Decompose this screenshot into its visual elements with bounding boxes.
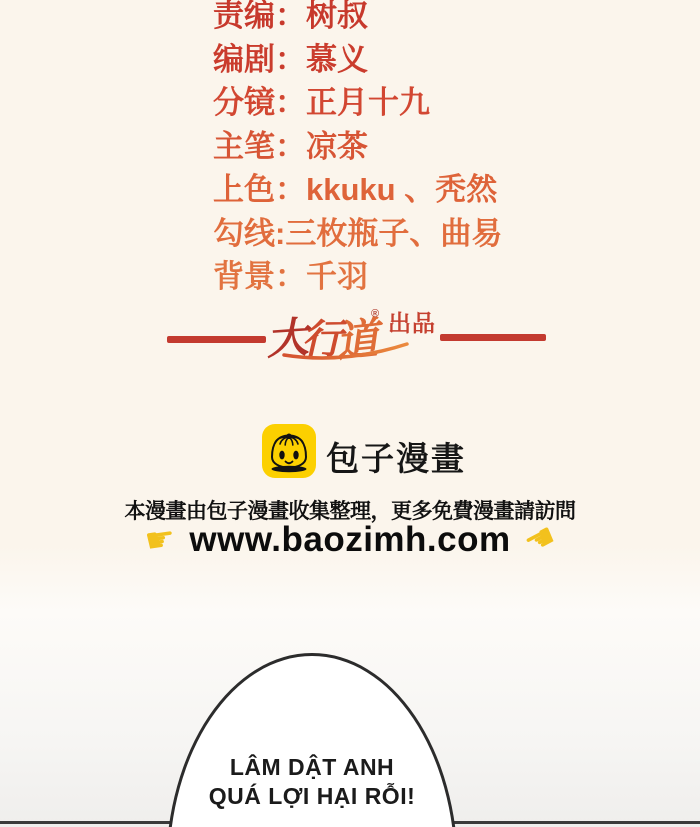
credit-row-lineart: 勾线:三枚瓶子、曲易 [213,215,503,251]
pointing-right-icon: ☛ [142,519,178,561]
baozi-bun-icon [262,424,316,478]
speech-line-1: LÂM DẬT ANH [229,754,395,780]
pointing-left-icon: ☚ [517,516,563,564]
brand-char: 大 [264,312,303,365]
speech-bubble-text [166,753,458,811]
brand-char: 行 [300,315,336,364]
credit-row-background: 背景：千羽 [213,259,368,294]
collection-notice-text: 本漫畫由包子漫畫收集整理，更多免費漫畫請訪問 [124,500,576,523]
credit-row-lead-artist: 主笔：凉茶 [213,128,368,164]
credit-row-editor: 责编：树叔 [213,0,368,33]
credits-list [213,0,502,299]
credit-row-storyboard: 分镜：正月十九 [213,85,430,120]
website-row [0,516,700,564]
brand-char: 道 [333,314,375,368]
credit-row-writer: 编剧：慕义 [213,41,368,77]
credit-row-coloring: 上色：kkuku 、秃然 [213,172,498,207]
divider-bar-right [440,334,546,341]
registered-trademark-icon: ® [371,308,380,320]
speech-line-2: QUÁ LỢI HẠI RỖI! [208,783,416,809]
platform-name-label: 包子漫畫 [326,440,466,477]
divider-bar-left [167,336,266,343]
publisher-suffix-label: 出品 [388,310,436,336]
calligraphy-swoosh [282,340,410,362]
website-url: www.baozimh.com [189,520,511,559]
